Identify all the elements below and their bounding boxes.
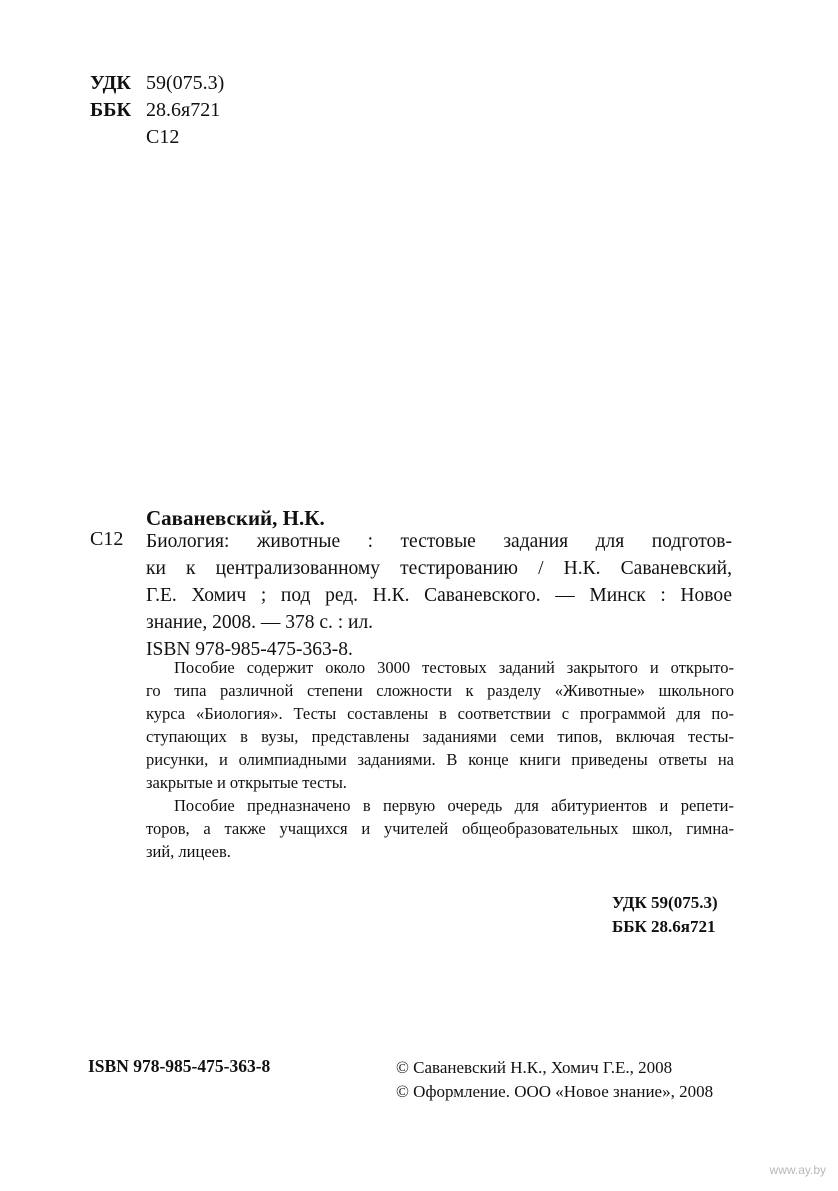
bottom-bbk: ББК 28.6я721	[612, 917, 716, 936]
cutter-row	[90, 124, 224, 151]
bib-cutter-code: С12	[90, 528, 124, 550]
annotation-line: зий, лицеев.	[146, 842, 231, 861]
bottom-udk: УДК 59(075.3)	[612, 893, 718, 912]
udk-row	[90, 70, 224, 97]
bibliographic-description	[146, 528, 732, 663]
udk-value: 59(075.3)	[146, 72, 225, 94]
bbk-row	[90, 97, 224, 124]
copyright-block	[396, 1056, 713, 1104]
annotation-line: курса «Биология». Тесты составлены в соответствии с программой для по-	[146, 704, 734, 723]
bib-line: Биология: животные : тестовые задания для подготов-	[146, 531, 732, 552]
classification-codes	[90, 70, 224, 151]
bib-line: ки к централизованному тестированию / Н.К. Саваневский,	[146, 558, 732, 579]
udk-label: УДК	[90, 72, 131, 94]
cutter-code: С12	[146, 126, 180, 148]
annotation-line: ступающих в вузы, представлены заданиями семи типов, включая тесты-	[146, 727, 734, 746]
annotation-line: закрытые и открытые тесты.	[146, 773, 347, 792]
bbk-value: 28.6я721	[146, 99, 221, 121]
watermark: www.ay.by	[769, 1163, 826, 1177]
bib-isbn-line: ISBN 978-985-475-363-8.	[146, 639, 353, 660]
annotation-line: го типа различной степени сложности к разделу «Животные» школьного	[146, 681, 734, 700]
annotation-line: рисунки, и олимпиадными заданиями. В конце книги приведены ответы на	[146, 750, 734, 769]
copyright-design: © Оформление. ООО «Новое знание», 2008	[396, 1082, 714, 1101]
annotation-line: Пособие предназначено в первую очередь для абитуриентов и репети-	[174, 796, 734, 815]
annotation-line: торов, а также учащихся и учителей общеобразовательных школ, гимна-	[146, 819, 734, 838]
bib-line: знание, 2008. — 378 с. : ил.	[146, 612, 374, 633]
bib-line: Г.Е. Хомич ; под ред. Н.К. Саваневского. — Минск : Новое	[146, 585, 732, 606]
bbk-label: ББК	[90, 99, 131, 121]
copyright-authors: © Саваневский Н.К., Хомич Г.Е., 2008	[396, 1058, 673, 1077]
author-heading: Саваневский, Н.К.	[146, 506, 325, 530]
annotation	[146, 656, 734, 863]
footer-isbn: ISBN 978-985-475-363-8	[88, 1056, 271, 1076]
bottom-classification-codes	[612, 891, 718, 939]
annotation-line: Пособие содержит около 3000 тестовых заданий закрытого и открыто-	[174, 658, 734, 677]
